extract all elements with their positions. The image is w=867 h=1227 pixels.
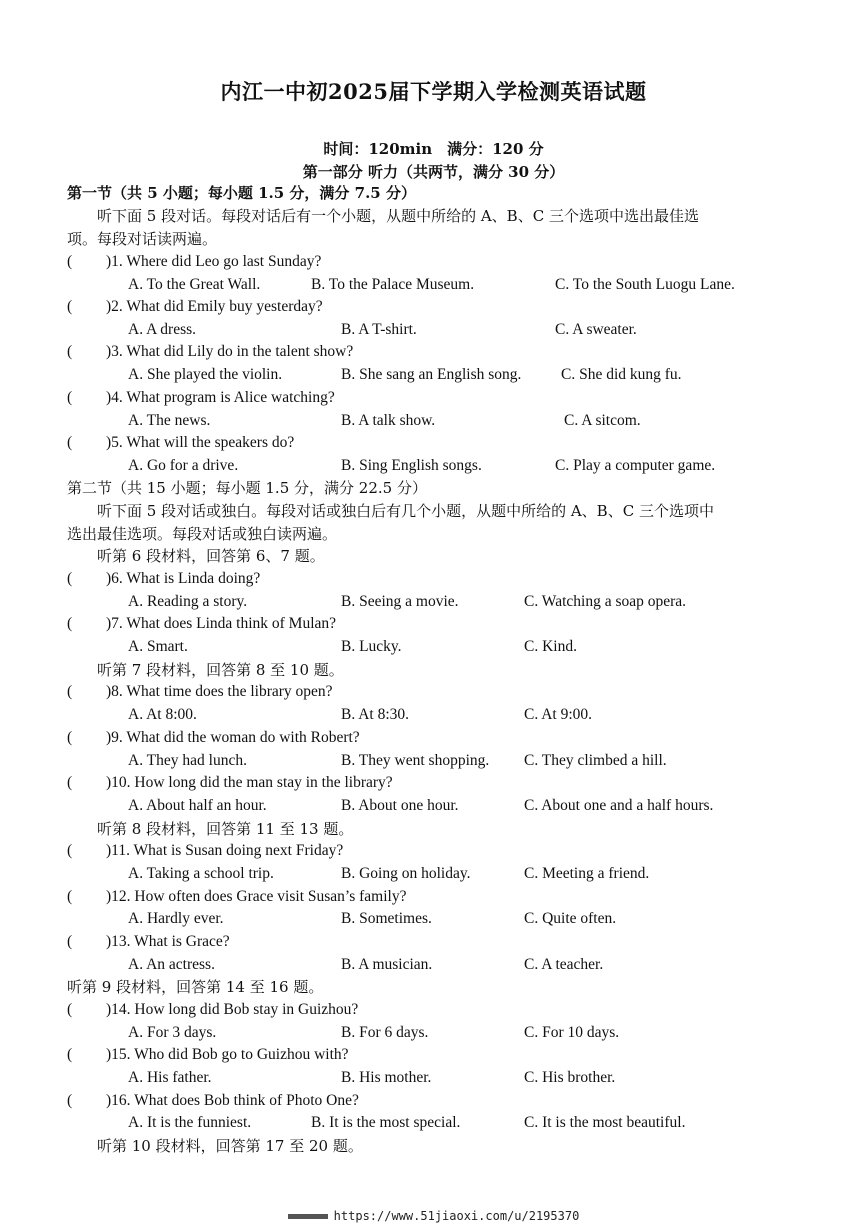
option-b: B. A musician. <box>341 956 433 973</box>
question-text: )10. How long did the man stay in the library? <box>106 774 393 791</box>
material-8-heading: 听第 8 段材料，回答第 11 至 13 题。 <box>97 820 354 838</box>
option-a: A. His father. <box>128 1069 212 1086</box>
option-a: A. It is the funniest. <box>128 1114 252 1131</box>
question-text: )6. What is Linda doing? <box>106 570 261 587</box>
option-a: A. Go for a drive. <box>128 457 239 474</box>
option-a: A. They had lunch. <box>128 752 247 769</box>
part1-heading: 第一部分 听力（共两节，满分 30 分） <box>302 163 565 181</box>
option-c: C. At 9:00. <box>524 706 593 723</box>
answer-blank[interactable]: ( <box>67 729 73 746</box>
option-b: B. It is the most special. <box>311 1114 461 1131</box>
option-c: C. Kind. <box>524 638 577 655</box>
exam-meta: 时间：120min 满分：120 分 <box>323 140 544 158</box>
option-b: B. A T-shirt. <box>341 321 417 338</box>
exam-title: 内江一中初2025届下学期入学检测英语试题 <box>220 79 647 104</box>
option-c: C. To the South Luogu Lane. <box>555 276 735 293</box>
option-b: B. Lucky. <box>341 638 402 655</box>
material-7-heading: 听第 7 段材料，回答第 8 至 10 题。 <box>97 661 344 679</box>
answer-blank[interactable]: ( <box>67 1001 73 1018</box>
question-text: )12. How often does Grace visit Susan’s family? <box>106 888 407 905</box>
section1-instruction-cont: 项。每段对话读两遍。 <box>67 230 218 248</box>
answer-blank[interactable]: ( <box>67 842 73 859</box>
answer-blank[interactable]: ( <box>67 888 73 905</box>
answer-blank[interactable]: ( <box>67 933 73 950</box>
answer-blank[interactable]: ( <box>67 683 73 700</box>
question-text: )16. What does Bob think of Photo One? <box>106 1092 359 1109</box>
option-a: A. For 3 days. <box>128 1024 217 1041</box>
option-c: C. She did kung fu. <box>561 366 682 383</box>
question-text: )5. What will the speakers do? <box>106 434 295 451</box>
question-text: )9. What did the woman do with Robert? <box>106 729 360 746</box>
page-footer <box>0 1209 867 1223</box>
section2-heading: 第二节（共 15 小题；每小题 1.5 分，满分 22.5 分） <box>67 479 427 497</box>
option-c: C. Quite often. <box>524 910 617 927</box>
answer-blank[interactable]: ( <box>67 615 73 632</box>
option-b: B. At 8:30. <box>341 706 410 723</box>
option-a: A. To the Great Wall. <box>128 276 261 293</box>
option-c: C. Meeting a friend. <box>524 865 650 882</box>
option-c: C. His brother. <box>524 1069 616 1086</box>
option-c: C. A sweater. <box>555 321 637 338</box>
option-c: C. Watching a soap opera. <box>524 593 687 610</box>
option-c: C. It is the most beautiful. <box>524 1114 686 1131</box>
option-a: A. Taking a school trip. <box>128 865 274 882</box>
answer-blank[interactable]: ( <box>67 253 73 270</box>
option-c: C. A teacher. <box>524 956 604 973</box>
question-text: )3. What did Lily do in the talent show? <box>106 343 354 360</box>
question-text: )15. Who did Bob go to Guizhou with? <box>106 1046 349 1063</box>
option-b: B. Seeing a movie. <box>341 593 459 610</box>
question-text: )14. How long did Bob stay in Guizhou? <box>106 1001 359 1018</box>
section1-instruction: 听下面 5 段对话。每段对话后有一个小题，从题中所给的 A、B、C 三个选项中选出最佳选 <box>97 207 699 225</box>
option-b: B. They went shopping. <box>341 752 490 769</box>
question-text: )2. What did Emily buy yesterday? <box>106 298 323 315</box>
question-text: )7. What does Linda think of Mulan? <box>106 615 337 632</box>
option-a: A. A dress. <box>128 321 197 338</box>
option-a: A. Smart. <box>128 638 188 655</box>
answer-blank[interactable]: ( <box>67 389 73 406</box>
material-10-heading: 听第 10 段材料，回答第 17 至 20 题。 <box>97 1137 363 1155</box>
option-c: C. They climbed a hill. <box>524 752 667 769</box>
answer-blank[interactable]: ( <box>67 298 73 315</box>
question-text: )4. What program is Alice watching? <box>106 389 335 406</box>
answer-blank[interactable]: ( <box>67 343 73 360</box>
option-a: A. Hardly ever. <box>128 910 224 927</box>
footer-url[interactable]: https://www.51jiaoxi.com/u/2195370 <box>333 1209 580 1223</box>
option-c: C. For 10 days. <box>524 1024 620 1041</box>
question-text: )11. What is Susan doing next Friday? <box>106 842 344 859</box>
answer-blank[interactable]: ( <box>67 434 73 451</box>
option-a: A. About half an hour. <box>128 797 267 814</box>
option-a: A. An actress. <box>128 956 215 973</box>
option-c: C. A sitcom. <box>564 412 641 429</box>
option-b: B. Going on holiday. <box>341 865 471 882</box>
section1-heading: 第一节（共 5 小题；每小题 1.5 分，满分 7.5 分） <box>67 184 416 202</box>
option-a: A. Reading a story. <box>128 593 248 610</box>
option-b: B. Sometimes. <box>341 910 432 927</box>
option-b: B. To the Palace Museum. <box>311 276 475 293</box>
option-a: A. She played the violin. <box>128 366 283 383</box>
answer-blank[interactable]: ( <box>67 1046 73 1063</box>
answer-blank[interactable]: ( <box>67 1092 73 1109</box>
option-b: B. About one hour. <box>341 797 459 814</box>
option-b: B. A talk show. <box>341 412 436 429</box>
option-b: B. She sang an English song. <box>341 366 522 383</box>
option-c: C. About one and a half hours. <box>524 797 714 814</box>
option-c: C. Play a computer game. <box>555 457 716 474</box>
option-b: B. His mother. <box>341 1069 432 1086</box>
section2-instruction: 听下面 5 段对话或独白。每段对话或独白后有几个小题，从题中所给的 A、B、C 三个选项中 <box>97 502 714 520</box>
option-a: A. The news. <box>128 412 211 429</box>
option-a: A. At 8:00. <box>128 706 197 723</box>
site-logo-icon <box>288 1214 328 1219</box>
question-text: )1. Where did Leo go last Sunday? <box>106 253 322 270</box>
question-text: )13. What is Grace? <box>106 933 230 950</box>
question-text: )8. What time does the library open? <box>106 683 333 700</box>
option-b: B. Sing English songs. <box>341 457 482 474</box>
answer-blank[interactable]: ( <box>67 774 73 791</box>
section2-instruction-cont: 选出最佳选项。每段对话或独白读两遍。 <box>67 525 338 543</box>
option-b: B. For 6 days. <box>341 1024 429 1041</box>
material-6-heading: 听第 6 段材料，回答第 6、7 题。 <box>97 547 325 565</box>
material-9-heading: 听第 9 段材料，回答第 14 至 16 题。 <box>67 978 324 996</box>
answer-blank[interactable]: ( <box>67 570 73 587</box>
